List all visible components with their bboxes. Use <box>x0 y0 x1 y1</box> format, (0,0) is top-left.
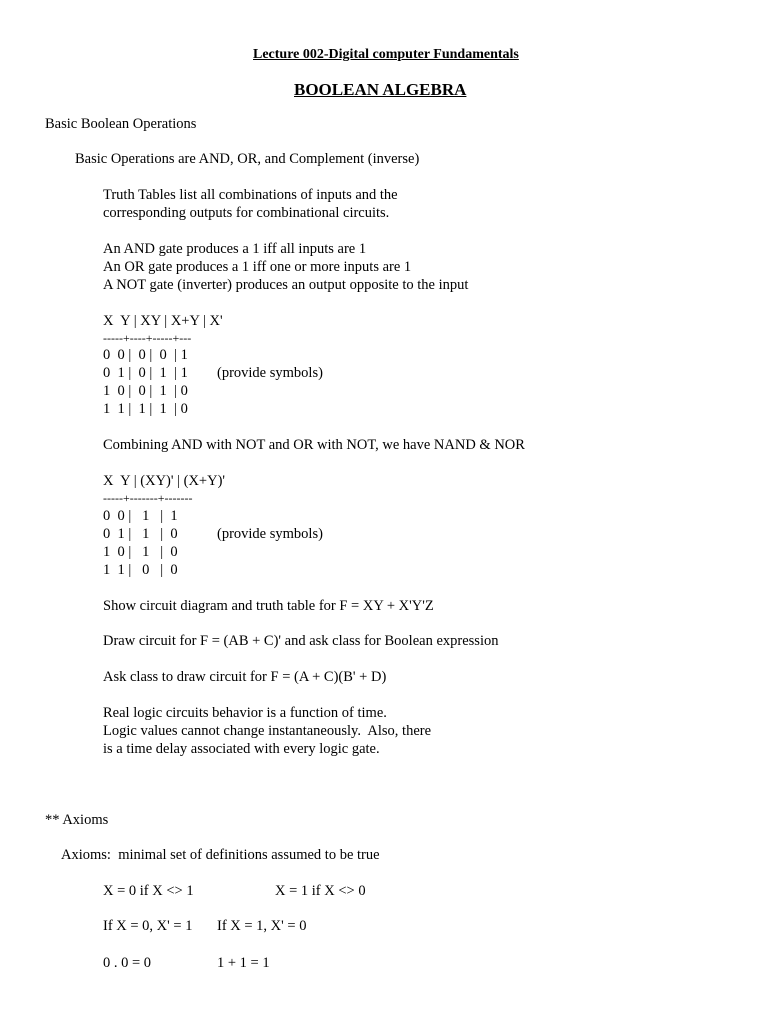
truth-table-1-rule: -----+----+-----+--- <box>103 331 192 345</box>
axioms-heading: ** Axioms <box>45 812 109 828</box>
truth-table-2-header: X Y | (XY)' | (X+Y)' <box>103 473 226 489</box>
nand-nor-intro: Combining AND with NOT and OR with NOT, we have NAND & NOR <box>103 437 525 453</box>
axiom-row-2-left: If X = 0, X' = 1 <box>103 918 193 934</box>
truth-table-2-rule: -----+-------+------- <box>103 491 193 505</box>
truth-table-2-row: 0 0 | 1 | 1 <box>103 508 178 524</box>
timing-line-2: Logic values cannot change instantaneously. Also, there <box>103 723 432 739</box>
task-draw-circuit: Draw circuit for F = (AB + C)' and ask class for Boolean expression <box>103 633 499 649</box>
truth-tables-line-1: Truth Tables list all combinations of inputs and the <box>103 187 398 203</box>
not-gate-description: A NOT gate (inverter) produces an output opposite to the input <box>103 277 469 293</box>
truth-table-2-row: 0 1 | 1 | 0 <box>103 526 178 542</box>
truth-table-1-row: 1 0 | 0 | 1 | 0 <box>103 383 188 399</box>
truth-table-2-row: 1 1 | 0 | 0 <box>103 562 178 578</box>
axiom-row-3-right: 1 + 1 = 1 <box>217 955 270 971</box>
or-gate-description: An OR gate produces a 1 iff one or more inputs are 1 <box>103 259 412 275</box>
truth-tables-line-2: corresponding outputs for combinational circuits. <box>103 205 390 221</box>
timing-line-1: Real logic circuits behavior is a function of time. <box>103 705 387 721</box>
truth-table-1-header: X Y | XY | X+Y | X' <box>103 313 223 329</box>
truth-table-1-row: 0 0 | 0 | 0 | 1 <box>103 347 188 363</box>
and-gate-description: An AND gate produces a 1 iff all inputs are 1 <box>103 241 367 257</box>
truth-table-1-row: 0 1 | 0 | 1 | 1 <box>103 365 188 381</box>
truth-table-1-note: (provide symbols) <box>217 365 323 381</box>
axiom-row-3-left: 0 . 0 = 0 <box>103 955 152 971</box>
page-title: BOOLEAN ALGEBRA <box>294 80 467 99</box>
truth-table-1-row: 1 1 | 1 | 1 | 0 <box>103 401 188 417</box>
section-heading-basic-operations: Basic Boolean Operations <box>45 116 197 132</box>
axioms-definition: Axioms: minimal set of definitions assumed to be true <box>61 847 380 863</box>
task-show-circuit: Show circuit diagram and truth table for F = XY + X'Y'Z <box>103 598 434 614</box>
axiom-row-2-right: If X = 1, X' = 0 <box>217 918 307 934</box>
timing-line-3: is a time delay associated with every logic gate. <box>103 741 380 757</box>
task-ask-class: Ask class to draw circuit for F = (A + C)(B' + D) <box>103 669 387 685</box>
axiom-row-1-left: X = 0 if X <> 1 <box>103 883 194 899</box>
axiom-row-1-right: X = 1 if X <> 0 <box>275 883 366 899</box>
lecture-title: Lecture 002-Digital computer Fundamentals <box>253 47 519 62</box>
basic-operations-intro: Basic Operations are AND, OR, and Complement (inverse) <box>75 151 420 167</box>
truth-table-2-note: (provide symbols) <box>217 526 323 542</box>
truth-table-2-row: 1 0 | 1 | 0 <box>103 544 178 560</box>
